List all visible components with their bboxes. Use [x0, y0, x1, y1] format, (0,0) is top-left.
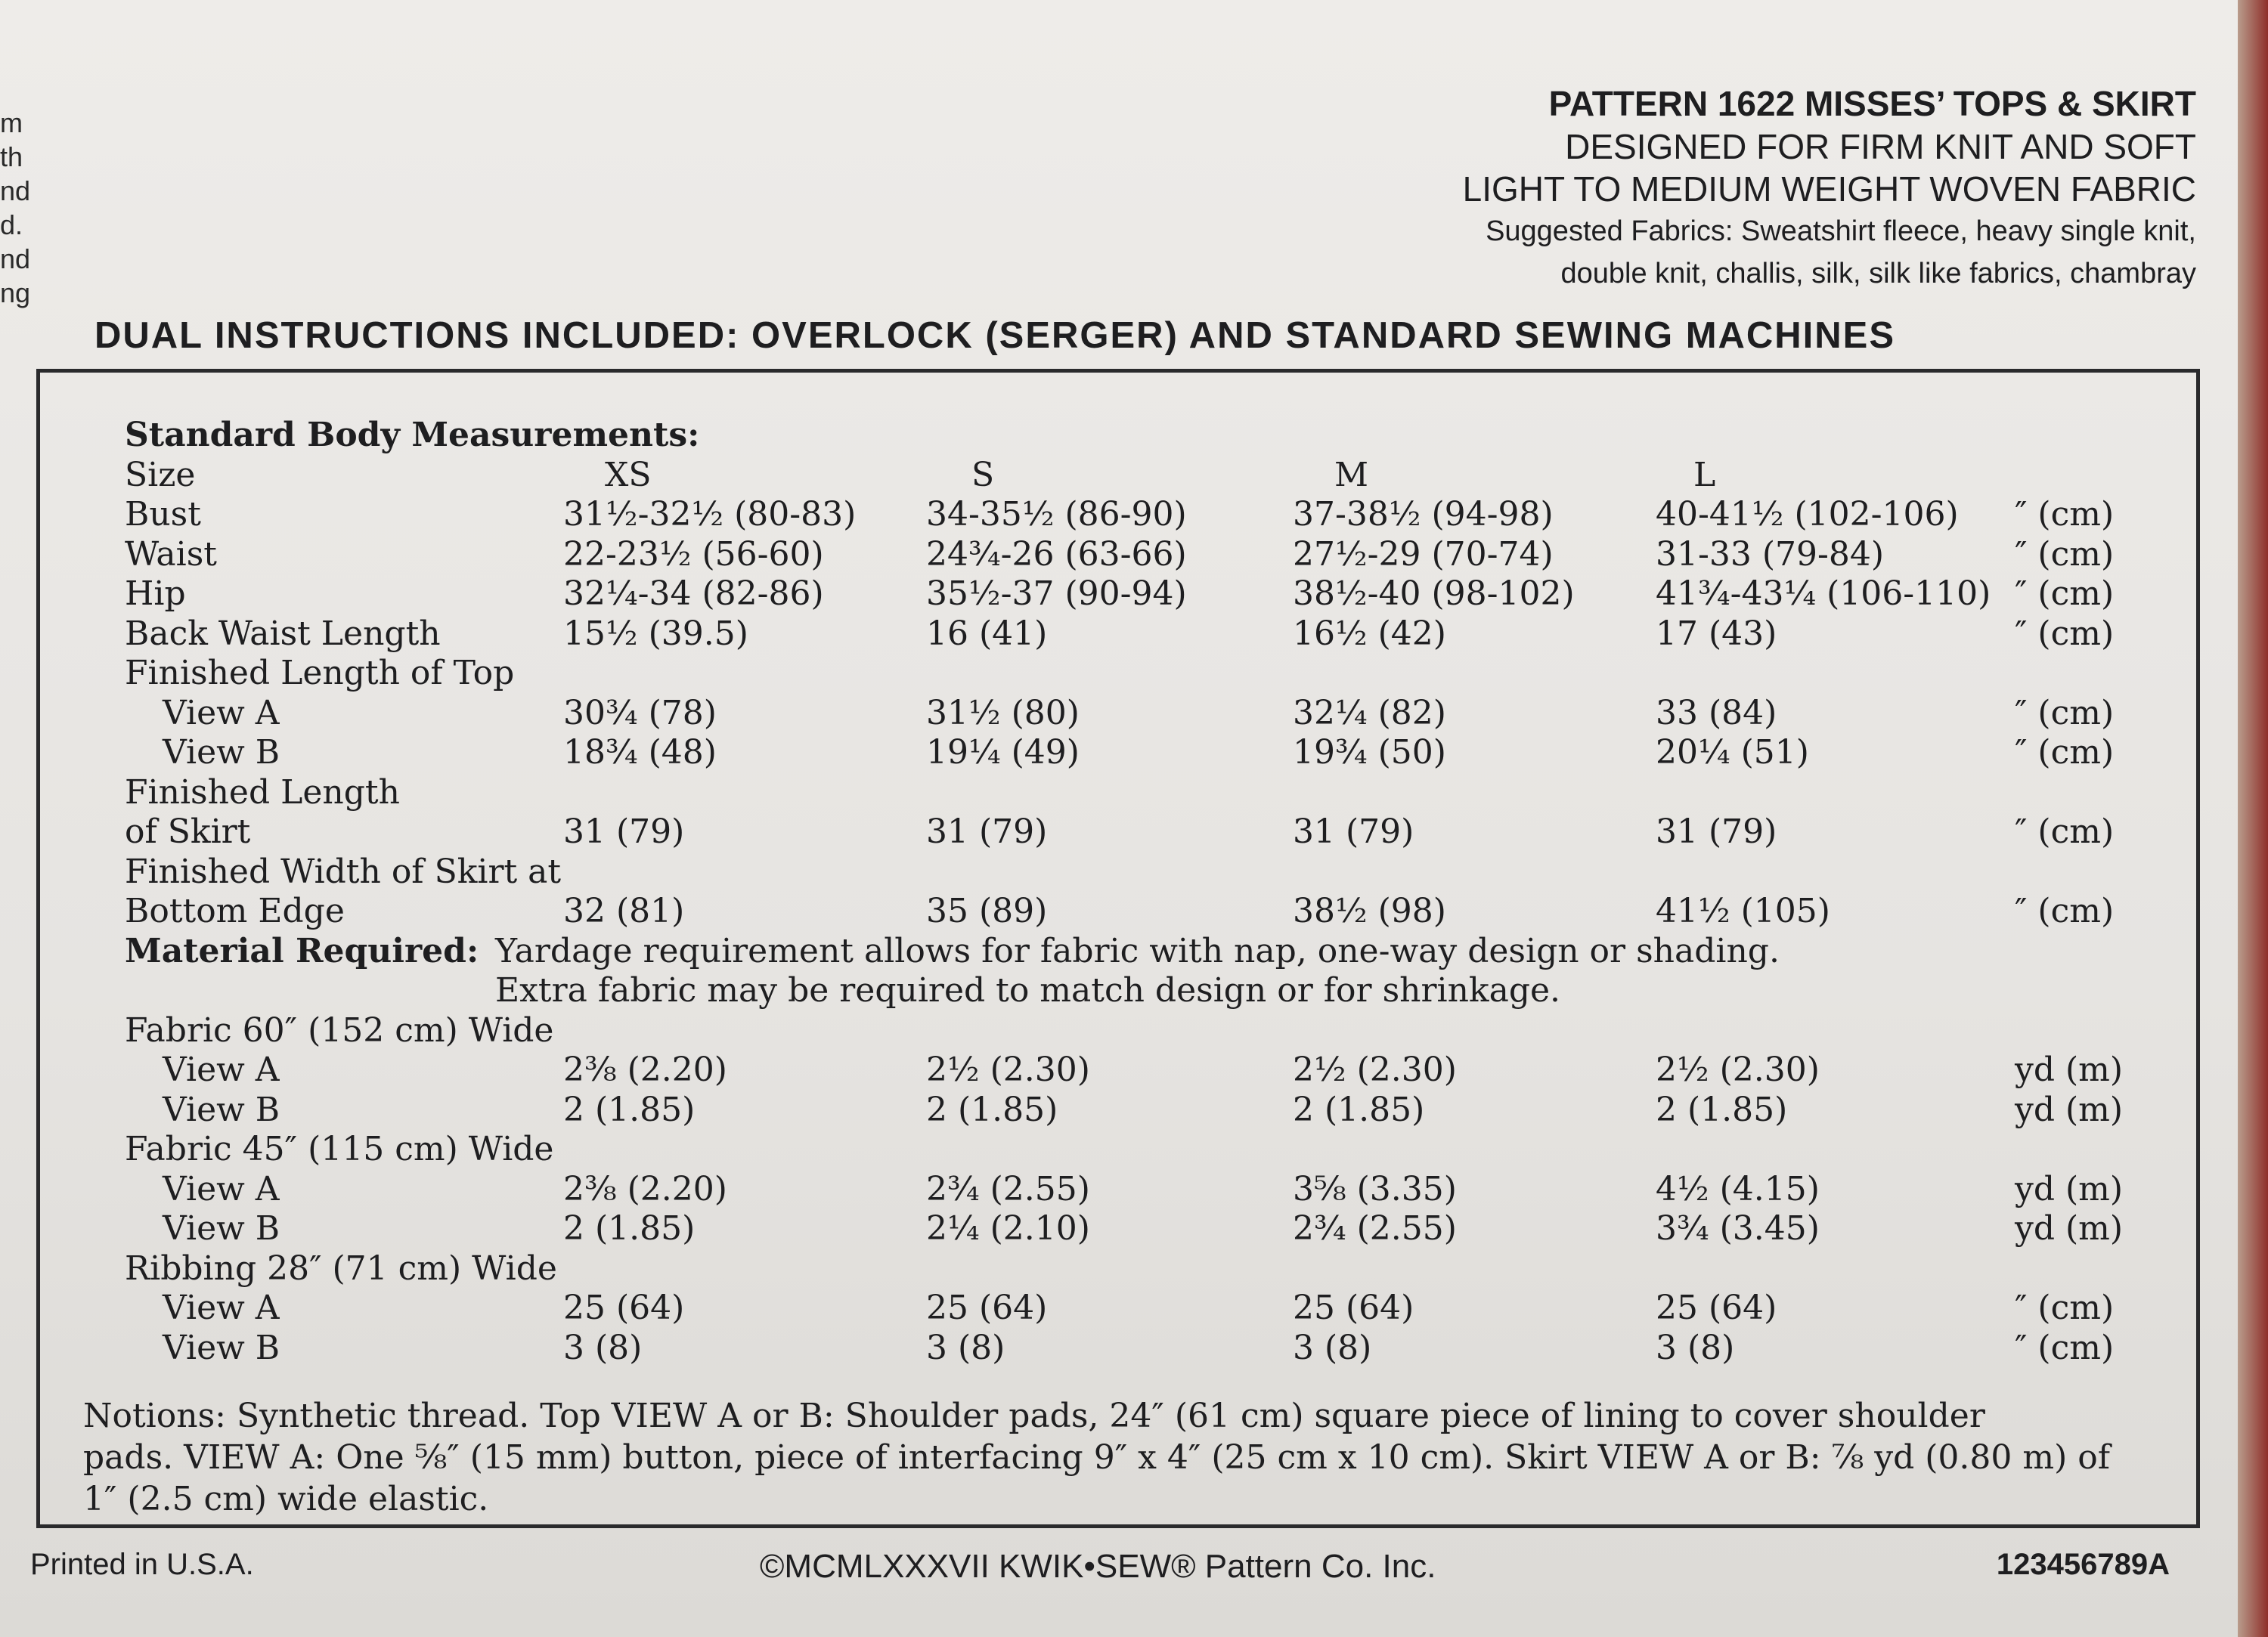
row-value: 3 (8) [563, 1328, 643, 1367]
row-value: 2¾ (2.55) [1293, 1209, 1457, 1248]
red-background-edge [2238, 0, 2268, 1637]
row-value: 3 (8) [926, 1328, 1005, 1367]
notions-line-1: Notions: Synthetic thread. Top VIEW A or B: Shoulder pads, 24″ (61 cm) square piece of lining to cover shoulder [83, 1397, 1985, 1435]
row-value: 4½ (4.15) [1656, 1169, 1820, 1208]
material-text-2: Extra fabric may be required to match design or for shrinkage. [495, 971, 1561, 1010]
row-value: 3 (8) [1656, 1328, 1735, 1367]
row-value: 32¼ (82) [1293, 693, 1446, 732]
clipped-line: nd [0, 243, 31, 274]
row-value: 3¾ (3.45) [1656, 1209, 1820, 1248]
row-unit: ″ (cm) [2015, 1328, 2115, 1367]
dual-instructions-heading: DUAL INSTRUCTIONS INCLUDED: OVERLOCK (SERGER) AND STANDARD SEWING MACHINES [94, 315, 1896, 356]
row-unit: ″ (cm) [2015, 614, 2115, 653]
material-text-1: Yardage requirement allows for fabric with nap, one-way design or shading. [495, 931, 1780, 970]
measurements-heading: Standard Body Measurements: [125, 416, 700, 454]
row-label: View B [163, 1090, 280, 1129]
row-value: 2½ (2.30) [926, 1051, 1090, 1089]
row-value: 2⅜ (2.20) [563, 1169, 727, 1208]
fabric-line-2: LIGHT TO MEDIUM WEIGHT WOVEN FABRIC [1462, 169, 2196, 209]
row-value: 2 (1.85) [1293, 1090, 1425, 1129]
row-value: 2¾ (2.55) [926, 1169, 1090, 1208]
row-value: 31-33 (79-84) [1656, 534, 1885, 574]
row-value: 2 (1.85) [563, 1090, 696, 1129]
row-value: 31 (79) [1656, 812, 1777, 851]
row-value: 16 (41) [926, 614, 1048, 653]
row-value: 31 (79) [926, 812, 1048, 851]
row-value: 2½ (2.30) [1656, 1051, 1820, 1089]
row-value: 31½ (80) [926, 693, 1080, 732]
clipped-line: nd [0, 175, 31, 206]
row-value: 35½-37 (90-94) [926, 574, 1187, 613]
size-xs: XS [605, 455, 652, 494]
fabric-line-1: DESIGNED FOR FIRM KNIT AND SOFT [1565, 127, 2196, 166]
row-unit: ″ (cm) [2015, 574, 2115, 613]
row-unit: ″ (cm) [2015, 1289, 2115, 1327]
row-value: 19¾ (50) [1293, 733, 1446, 772]
row-value: 32 (81) [563, 892, 685, 930]
row-value: 31 (79) [1293, 812, 1414, 851]
pattern-title: PATTERN 1622 MISSES’ TOPS & SKIRT [1548, 84, 2196, 123]
row-label: Hip [125, 574, 186, 613]
clipped-line: ng [0, 277, 31, 308]
row-value: 30¾ (78) [563, 693, 717, 732]
pattern-code: 123456789A [1996, 1548, 2170, 1581]
row-label: Bottom Edge [125, 892, 345, 930]
row-label: Fabric 60″ (152 cm) Wide [125, 1010, 554, 1050]
material-label: Material Required: [125, 931, 479, 970]
row-label: Fabric 45″ (115 cm) Wide [125, 1130, 554, 1168]
row-value: 31 (79) [563, 812, 685, 851]
row-value: 41½ (105) [1656, 892, 1830, 930]
row-unit: ″ (cm) [2015, 892, 2115, 930]
notions-line-2: pads. VIEW A: One ⅝″ (15 mm) button, piece of interfacing 9″ x 4″ (25 cm x 10 cm). Skirt VIEW A or B: ⅞ yd (0.80 m) of [83, 1438, 2110, 1477]
suggested-fabrics-1: Suggested Fabrics: Sweatshirt fleece, heavy single knit, [1486, 215, 2196, 247]
row-value: 37-38½ (94-98) [1293, 495, 1554, 534]
row-value: 40-41½ (102-106) [1656, 495, 1959, 534]
row-label: Waist [125, 534, 217, 574]
row-value: 15½ (39.5) [563, 614, 748, 653]
row-label: View B [163, 1328, 280, 1367]
row-label: View A [163, 693, 280, 732]
pattern-header [1138, 82, 2196, 295]
size-m: M [1334, 455, 1369, 494]
row-unit: yd (m) [2015, 1090, 2124, 1129]
row-value: 25 (64) [1656, 1289, 1777, 1327]
suggested-fabrics-2: double knit, challis, silk, silk like fabrics, chambray [1560, 258, 2196, 289]
row-label: Finished Length [125, 772, 400, 812]
row-value: 41¾-43¼ (106-110) [1656, 574, 1991, 613]
row-value: 38½ (98) [1293, 892, 1446, 930]
clipped-line: m [0, 107, 23, 138]
clipped-left-text [0, 106, 30, 310]
row-unit: yd (m) [2015, 1209, 2124, 1248]
row-unit: yd (m) [2015, 1051, 2124, 1089]
row-value: 2¼ (2.10) [926, 1209, 1090, 1248]
row-value: 38½-40 (98-102) [1293, 574, 1575, 613]
row-label: Finished Length of Top [125, 654, 515, 692]
notions-line-3: 1″ (2.5 cm) wide elastic. [83, 1480, 489, 1518]
row-unit: yd (m) [2015, 1169, 2124, 1208]
row-label: Bust [125, 495, 201, 534]
row-unit: ″ (cm) [2015, 812, 2115, 851]
row-value: 25 (64) [1293, 1289, 1414, 1327]
row-unit: ″ (cm) [2015, 534, 2115, 574]
clipped-line: th [0, 141, 23, 172]
row-label: View A [163, 1289, 280, 1327]
row-label: View A [163, 1051, 280, 1089]
row-value: 2 (1.85) [1656, 1090, 1788, 1129]
copyright: ©MCMLXXXVII KWIK•SEW® Pattern Co. Inc. [760, 1548, 1436, 1585]
row-value: 20¼ (51) [1656, 733, 1809, 772]
notions [83, 1395, 2200, 1520]
row-label: View B [163, 1209, 280, 1248]
row-value: 27½-29 (70-74) [1293, 534, 1554, 574]
row-label: View A [163, 1169, 280, 1208]
row-value: 19¼ (49) [926, 733, 1080, 772]
row-value: 22-23½ (56-60) [563, 534, 824, 574]
size-label: Size [125, 455, 196, 494]
row-value: 2⅜ (2.20) [563, 1051, 727, 1089]
row-label: Back Waist Length [125, 614, 441, 653]
row-value: 16½ (42) [1293, 614, 1446, 653]
row-value: 24¾-26 (63-66) [926, 534, 1187, 574]
clipped-line: d. [0, 209, 23, 240]
row-value: 3⅝ (3.35) [1293, 1169, 1457, 1208]
row-value: 33 (84) [1656, 693, 1777, 732]
row-value: 3 (8) [1293, 1328, 1372, 1367]
row-value: 2 (1.85) [926, 1090, 1058, 1129]
row-value: 35 (89) [926, 892, 1048, 930]
row-label: of Skirt [125, 812, 251, 851]
row-label: Ribbing 28″ (71 cm) Wide [125, 1249, 557, 1288]
row-value: 25 (64) [926, 1289, 1048, 1327]
row-value: 17 (43) [1656, 614, 1777, 653]
row-label: View B [163, 733, 280, 772]
row-value: 32¼-34 (82-86) [563, 574, 824, 613]
row-unit: ″ (cm) [2015, 495, 2115, 534]
row-unit: ″ (cm) [2015, 733, 2115, 772]
row-value: 2 (1.85) [563, 1209, 696, 1248]
size-l: L [1693, 455, 1716, 494]
row-value: 25 (64) [563, 1289, 685, 1327]
row-value: 31½-32½ (80-83) [563, 495, 857, 534]
row-unit: ″ (cm) [2015, 693, 2115, 732]
row-value: 34-35½ (86-90) [926, 495, 1187, 534]
printed-in: Printed in U.S.A. [30, 1548, 254, 1581]
row-label: Finished Width of Skirt at [125, 852, 562, 891]
size-s: S [971, 455, 995, 494]
row-value: 2½ (2.30) [1293, 1051, 1457, 1089]
row-value: 18¾ (48) [563, 733, 717, 772]
